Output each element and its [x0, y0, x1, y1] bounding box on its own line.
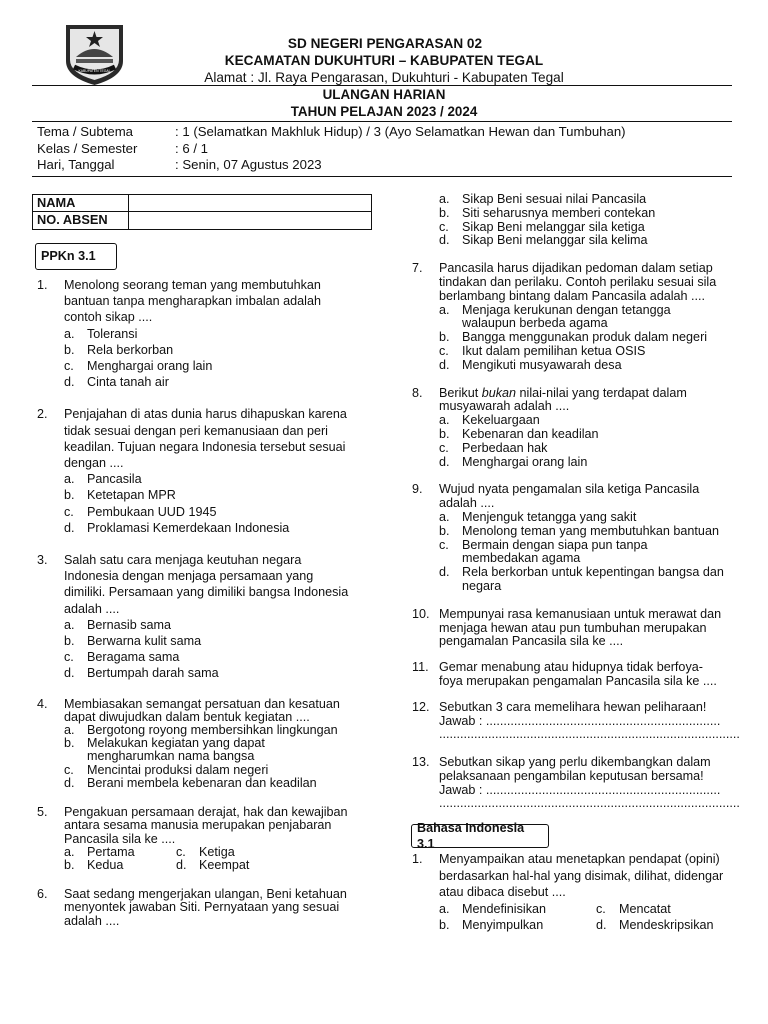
answer-option[interactable] — [439, 414, 742, 428]
question-line: Salah satu cara menjaga keutuhan negara — [64, 553, 302, 568]
question-item — [37, 888, 367, 928]
option-text: Sikap Beni sesuai nilai Pancasila — [462, 192, 647, 206]
option-text: Mendefinisikan — [462, 901, 547, 916]
question-text — [64, 552, 367, 617]
question-line: Pengakuan persamaan derajat, hak dan kewajiban — [64, 805, 348, 820]
question-line: Wujud nyata pengamalan sila ketiga Pancasila — [439, 482, 700, 497]
question-number: 6. — [37, 887, 48, 902]
option-letter: d. — [64, 375, 75, 390]
answer-option[interactable] — [439, 525, 742, 539]
question-number: 1. — [37, 278, 48, 292]
question-line: Sebutkan sikap yang perlu dikembangkan dalam — [439, 755, 711, 770]
option-letter: d. — [64, 666, 75, 681]
option-text: Melakukan kegiatan yang dapat — [87, 736, 265, 751]
question-line: Indonesia dengan menjaga persamaan yang — [64, 569, 314, 584]
option-letter: c. — [64, 359, 74, 374]
option-letter: b. — [439, 523, 450, 538]
title-divider — [32, 121, 732, 122]
option-text: Proklamasi Kemerdekaan Indonesia — [87, 520, 290, 535]
option-letter: c. — [439, 440, 449, 455]
question-line: contoh sikap .... — [64, 310, 153, 325]
school-address: Alamat : Jl. Raya Pengarasan, Dukuhturi - Kabupaten Tegal — [204, 70, 564, 85]
option-letter: b. — [439, 205, 450, 220]
exam-title: ULANGAN HARIAN — [322, 87, 446, 102]
question-item — [37, 277, 367, 390]
option-text: Rela berkorban — [87, 342, 174, 357]
answer-option[interactable] — [64, 504, 367, 520]
option-text: Bertumpah darah sama — [87, 666, 219, 681]
option-text: Menjaga kerukunan dengan tetangga — [462, 302, 671, 317]
option-text: Ikut dalam pemilihan ketua OSIS — [462, 343, 646, 358]
answer-option[interactable] — [596, 917, 736, 934]
option-text: Menolong teman yang membutuhkan bantuan — [462, 523, 719, 538]
option-letter: a. — [64, 326, 75, 341]
option-text: Mengikuti musyawarah desa — [462, 357, 622, 372]
question-number: 11. — [412, 660, 429, 675]
answer-option[interactable] — [439, 221, 742, 235]
option-text: Perbedaan hak — [462, 440, 548, 455]
option-text: Siti seharusnya memberi contekan — [462, 205, 656, 220]
option-text: Menyimpulkan — [462, 918, 544, 932]
option-letter: a. — [64, 472, 75, 487]
question-number: 13. — [412, 755, 430, 770]
question-line: Membiasakan semangat persatuan dan kesatuan — [64, 696, 340, 711]
answer-option[interactable] — [64, 777, 367, 790]
question-line: Mempunyai rasa kemanusiaan untuk merawat dan — [439, 606, 722, 621]
option-letter: b. — [439, 918, 450, 932]
option-text: Berwarna kulit sama — [87, 634, 202, 649]
option-letter: d. — [439, 233, 450, 248]
question-text — [439, 851, 742, 901]
question-line: Pancasila sila ke .... — [64, 831, 176, 846]
question-text — [439, 483, 742, 511]
name-label: NAMA — [33, 195, 129, 212]
option-text: Ketetapan MPR — [87, 488, 176, 503]
answer-option[interactable] — [64, 846, 176, 859]
info-label: Tema / Subtema — [37, 124, 134, 139]
answer-option[interactable] — [439, 207, 742, 221]
question-text — [64, 277, 367, 326]
option-text: Rela berkorban untuk kepentingan bangsa dan — [462, 565, 724, 580]
answer-option[interactable] — [64, 649, 367, 665]
answer-option[interactable] — [64, 326, 367, 342]
answer-option[interactable] — [176, 846, 316, 859]
question-line: dimiliki. Persamaan yang dimiliki bangsa Indonesia — [64, 585, 349, 600]
question-item — [412, 608, 742, 649]
answer-option[interactable] — [439, 359, 742, 373]
option-letter: b. — [439, 330, 450, 345]
option-letter: b. — [64, 736, 75, 751]
option-text: Beragama sama — [87, 650, 180, 665]
question-line: Jawab : ................................................................... — [439, 713, 721, 728]
option-letter: c. — [596, 901, 606, 916]
answer-option[interactable] — [439, 193, 742, 207]
question-number: 3. — [37, 553, 48, 568]
q6-options — [412, 193, 742, 248]
answer-options-grid — [64, 846, 367, 872]
question-number: 7. — [412, 261, 423, 276]
question-line: Pancasila harus dijadikan pedoman dalam setiap — [439, 261, 713, 276]
option-text: Keempat — [199, 857, 250, 872]
exam-info — [37, 124, 626, 174]
answer-option[interactable] — [64, 374, 367, 390]
question-line: Saat sedang mengerjakan ulangan, Beni ketahuan — [64, 887, 347, 902]
option-letter: b. — [64, 342, 75, 357]
question-line: Menolong seorang teman yang membutuhkan — [64, 278, 321, 292]
question-line — [439, 387, 742, 401]
question-line: Gemar menabung atau hidupnya tidak berfoya- — [439, 660, 703, 675]
absen-label: NO. ABSEN — [33, 212, 129, 229]
option-letter: a. — [64, 723, 75, 738]
question-item — [37, 806, 367, 872]
question-text — [439, 756, 742, 811]
option-letter: c. — [64, 650, 74, 665]
question-number: 12. — [412, 699, 430, 714]
emphasis-word: bukan — [481, 385, 517, 400]
answer-option[interactable] — [64, 665, 367, 681]
option-text: Ketiga — [199, 844, 235, 859]
question-item — [412, 756, 742, 811]
question-line: tidak sesuai dengan peri kemanusiaan dan peri — [64, 423, 328, 438]
question-line: Jawab : ................................................................... — [439, 782, 721, 797]
option-text: Cinta tanah air — [87, 375, 169, 390]
option-letter: d. — [176, 857, 187, 872]
info-value: : Senin, 07 Agustus 2023 — [175, 157, 322, 172]
answer-option[interactable] — [439, 917, 596, 934]
question-number: 4. — [37, 696, 48, 711]
question-line: berdasarkan hal-hal yang disimak, dilihat, didengar — [439, 868, 724, 883]
question-line: foya merupakan pengamalan Pancasila sila ke .... — [439, 673, 717, 688]
option-letter: b. — [439, 426, 450, 441]
option-text: Kedua — [87, 857, 124, 872]
question-line: musyawarah adalah .... — [439, 399, 570, 414]
question-item — [412, 483, 742, 593]
answer-option[interactable] — [439, 901, 596, 918]
option-text: Kebenaran dan keadilan — [462, 426, 599, 441]
question-line: adalah .... — [439, 496, 495, 511]
question-text — [439, 387, 742, 415]
option-text: Berani membela kebenaran dan keadilan — [87, 775, 317, 790]
option-letter: c. — [439, 537, 449, 552]
answer-option[interactable] — [64, 633, 367, 649]
option-letter: a. — [439, 413, 450, 428]
question-line: menjaga hewan atau pun tumbuhan merupakan — [439, 620, 707, 635]
option-text: mengharumkan nama bangsa — [87, 749, 255, 764]
answer-option[interactable] — [439, 317, 742, 331]
option-letter: a. — [439, 901, 450, 916]
answer-option[interactable] — [64, 487, 367, 503]
answer-option[interactable] — [439, 511, 742, 525]
info-label: Hari, Tanggal — [37, 157, 115, 172]
option-text: Sikap Beni melanggar sila kelima — [462, 233, 648, 248]
option-letter: b. — [64, 488, 75, 503]
absen-field[interactable] — [129, 212, 372, 229]
question-number: 5. — [37, 805, 48, 820]
option-text: membedakan agama — [462, 551, 581, 566]
option-letter: c. — [176, 844, 186, 859]
academic-year: TAHUN PELAJAN 2023 / 2024 — [290, 104, 478, 119]
answer-option[interactable] — [439, 552, 742, 566]
question-line: atau dibaca disebut .... — [439, 885, 566, 899]
question-item — [37, 406, 367, 536]
question-number: 8. — [412, 385, 423, 400]
question-text — [64, 406, 367, 471]
option-letter: a. — [439, 509, 450, 524]
option-text: Sikap Beni melanggar sila ketiga — [462, 219, 645, 234]
answer-option[interactable] — [64, 750, 367, 763]
question-line: menyontek jawaban Siti. Pernyataan yang sesuai — [64, 900, 340, 915]
answer-option[interactable] — [64, 859, 176, 872]
logo-caption: KABUPATEN TEGAL — [78, 69, 111, 73]
answer-option[interactable] — [439, 345, 742, 359]
district-name: KECAMATAN DUKUHTURI – KABUPATEN TEGAL — [224, 53, 544, 68]
left-column — [37, 277, 367, 928]
question-text — [439, 701, 742, 742]
question-line: dapat diwujudkan dalam bentuk kegiatan .... — [64, 709, 310, 724]
answer-options-grid — [439, 901, 742, 934]
answer-option[interactable] — [596, 901, 736, 918]
question-line: ...................................................................................... — [439, 796, 740, 811]
option-text: Mencatat — [619, 901, 671, 916]
info-value: : 1 (Selamatkan Makhluk Hidup) / 3 (Ayo Selamatkan Hewan dan Tumbuhan) — [175, 124, 626, 139]
option-letter: d. — [64, 520, 75, 535]
question-text-part: Berikut — [439, 385, 482, 400]
option-text: Bergotong royong membersihkan lingkungan — [87, 723, 338, 738]
option-letter: b. — [64, 857, 75, 872]
answer-option[interactable] — [439, 442, 742, 456]
option-text: Kekeluargaan — [462, 413, 540, 428]
answer-option[interactable] — [64, 471, 367, 487]
option-letter: a. — [64, 617, 75, 632]
option-letter: a. — [439, 302, 450, 317]
option-text: Bermain dengan siapa pun tanpa — [462, 537, 648, 552]
answer-option[interactable] — [439, 539, 742, 553]
question-text — [64, 698, 367, 724]
letterhead — [0, 0, 768, 122]
answer-option[interactable] — [439, 428, 742, 442]
right-questions — [412, 262, 742, 811]
option-text: Menghargai orang lain — [87, 359, 213, 374]
question-number: 2. — [37, 407, 48, 422]
info-divider — [32, 176, 732, 177]
option-text: Mencintai produksi dalam negeri — [87, 762, 269, 777]
question-line: ...................................................................................... — [439, 727, 740, 742]
option-text: walaupun berbeda agama — [462, 316, 608, 331]
question-line: adalah .... — [64, 601, 120, 616]
option-letter: c. — [439, 219, 449, 234]
question-text-part: nilai-nilai yang terdapat dalam — [516, 385, 687, 400]
answer-option[interactable] — [439, 304, 742, 318]
option-text: Pertama — [87, 844, 135, 859]
question-item — [412, 851, 742, 934]
question-item — [37, 552, 367, 682]
option-letter: d. — [439, 565, 450, 580]
question-line: keadilan. Tujuan negara Indonesia tersebut sesuai — [64, 439, 346, 454]
answer-option[interactable] — [64, 764, 367, 777]
option-letter: c. — [64, 504, 74, 519]
question-number: 9. — [412, 482, 423, 497]
info-value: : 6 / 1 — [175, 140, 208, 156]
question-line: adalah .... — [64, 913, 120, 928]
answer-option[interactable] — [439, 234, 742, 248]
name-field[interactable] — [129, 195, 372, 212]
question-item — [412, 661, 742, 689]
question-line: pelaksanaan pengambilan keputusan bersama! — [439, 768, 704, 783]
answer-option[interactable] — [64, 520, 367, 536]
question-text — [439, 608, 742, 649]
option-text: Bernasib sama — [87, 617, 171, 632]
question-line: Penjajahan di atas dunia harus dihapuskan karena — [64, 407, 347, 422]
option-letter: c. — [439, 343, 449, 358]
info-label: Kelas / Semester — [37, 140, 138, 156]
bahasa-indonesia-questions — [412, 851, 742, 934]
question-line: Sebutkan 3 cara memelihara hewan peliharaan! — [439, 699, 707, 714]
question-text — [439, 262, 742, 303]
option-text: Pembukaan UUD 1945 — [87, 504, 217, 519]
question-text — [64, 806, 367, 846]
question-line: pengamalan Pancasila sila ke .... — [439, 634, 624, 649]
option-letter: b. — [64, 634, 75, 649]
question-number: 1. — [412, 852, 423, 866]
question-text — [64, 888, 367, 928]
question-line: dengan .... — [64, 456, 124, 471]
option-text: Pancasila — [87, 472, 142, 487]
answer-option[interactable] — [439, 456, 742, 470]
option-letter: d. — [439, 357, 450, 372]
option-text: Mendeskripsikan — [619, 918, 714, 932]
option-text: negara — [462, 578, 502, 593]
school-name: SD NEGERI PENGARASAN 02 — [287, 36, 483, 51]
question-item — [412, 701, 742, 742]
question-line: bantuan tanpa mengharapkan imbalan adalah — [64, 294, 321, 309]
question-line: berlambang bintang dalam Pancasila adalah .... — [439, 288, 706, 303]
option-text: Menjenguk tetangga yang sakit — [462, 509, 637, 524]
question-number: 10. — [412, 606, 430, 621]
question-line: tindakan dan perilaku. Contoh perilaku sesuai sila — [439, 274, 717, 289]
question-item — [412, 387, 742, 470]
question-line: Menyampaikan atau menetapkan pendapat (opini) — [439, 852, 720, 866]
option-letter: a. — [439, 192, 450, 206]
right-column — [412, 193, 742, 811]
option-text: Menghargai orang lain — [462, 454, 588, 469]
question-text — [439, 661, 742, 689]
option-text: Bangga menggunakan produk dalam negeri — [462, 330, 708, 345]
answer-option[interactable] — [176, 859, 316, 872]
option-letter: a. — [64, 844, 75, 859]
option-letter: d. — [64, 775, 75, 790]
option-letter: d. — [596, 918, 607, 932]
option-letter: d. — [439, 454, 450, 469]
answer-option[interactable] — [439, 331, 742, 345]
section-tag-ppkn: PPKn 3.1 — [35, 243, 117, 270]
question-item — [37, 698, 367, 790]
question-item — [412, 262, 742, 372]
student-id-box — [32, 194, 372, 230]
answer-option[interactable] — [64, 617, 367, 633]
option-letter: c. — [64, 762, 74, 777]
section-tag-bahasa-indonesia: Bahasa Indonesia 3.1 — [411, 824, 549, 848]
option-text: Toleransi — [87, 326, 138, 341]
answer-option[interactable] — [64, 342, 367, 358]
answer-option[interactable] — [439, 566, 742, 580]
answer-option[interactable] — [439, 580, 742, 594]
question-line: antara sesama manusia merupakan penjabaran — [64, 818, 332, 833]
answer-option[interactable] — [64, 358, 367, 374]
